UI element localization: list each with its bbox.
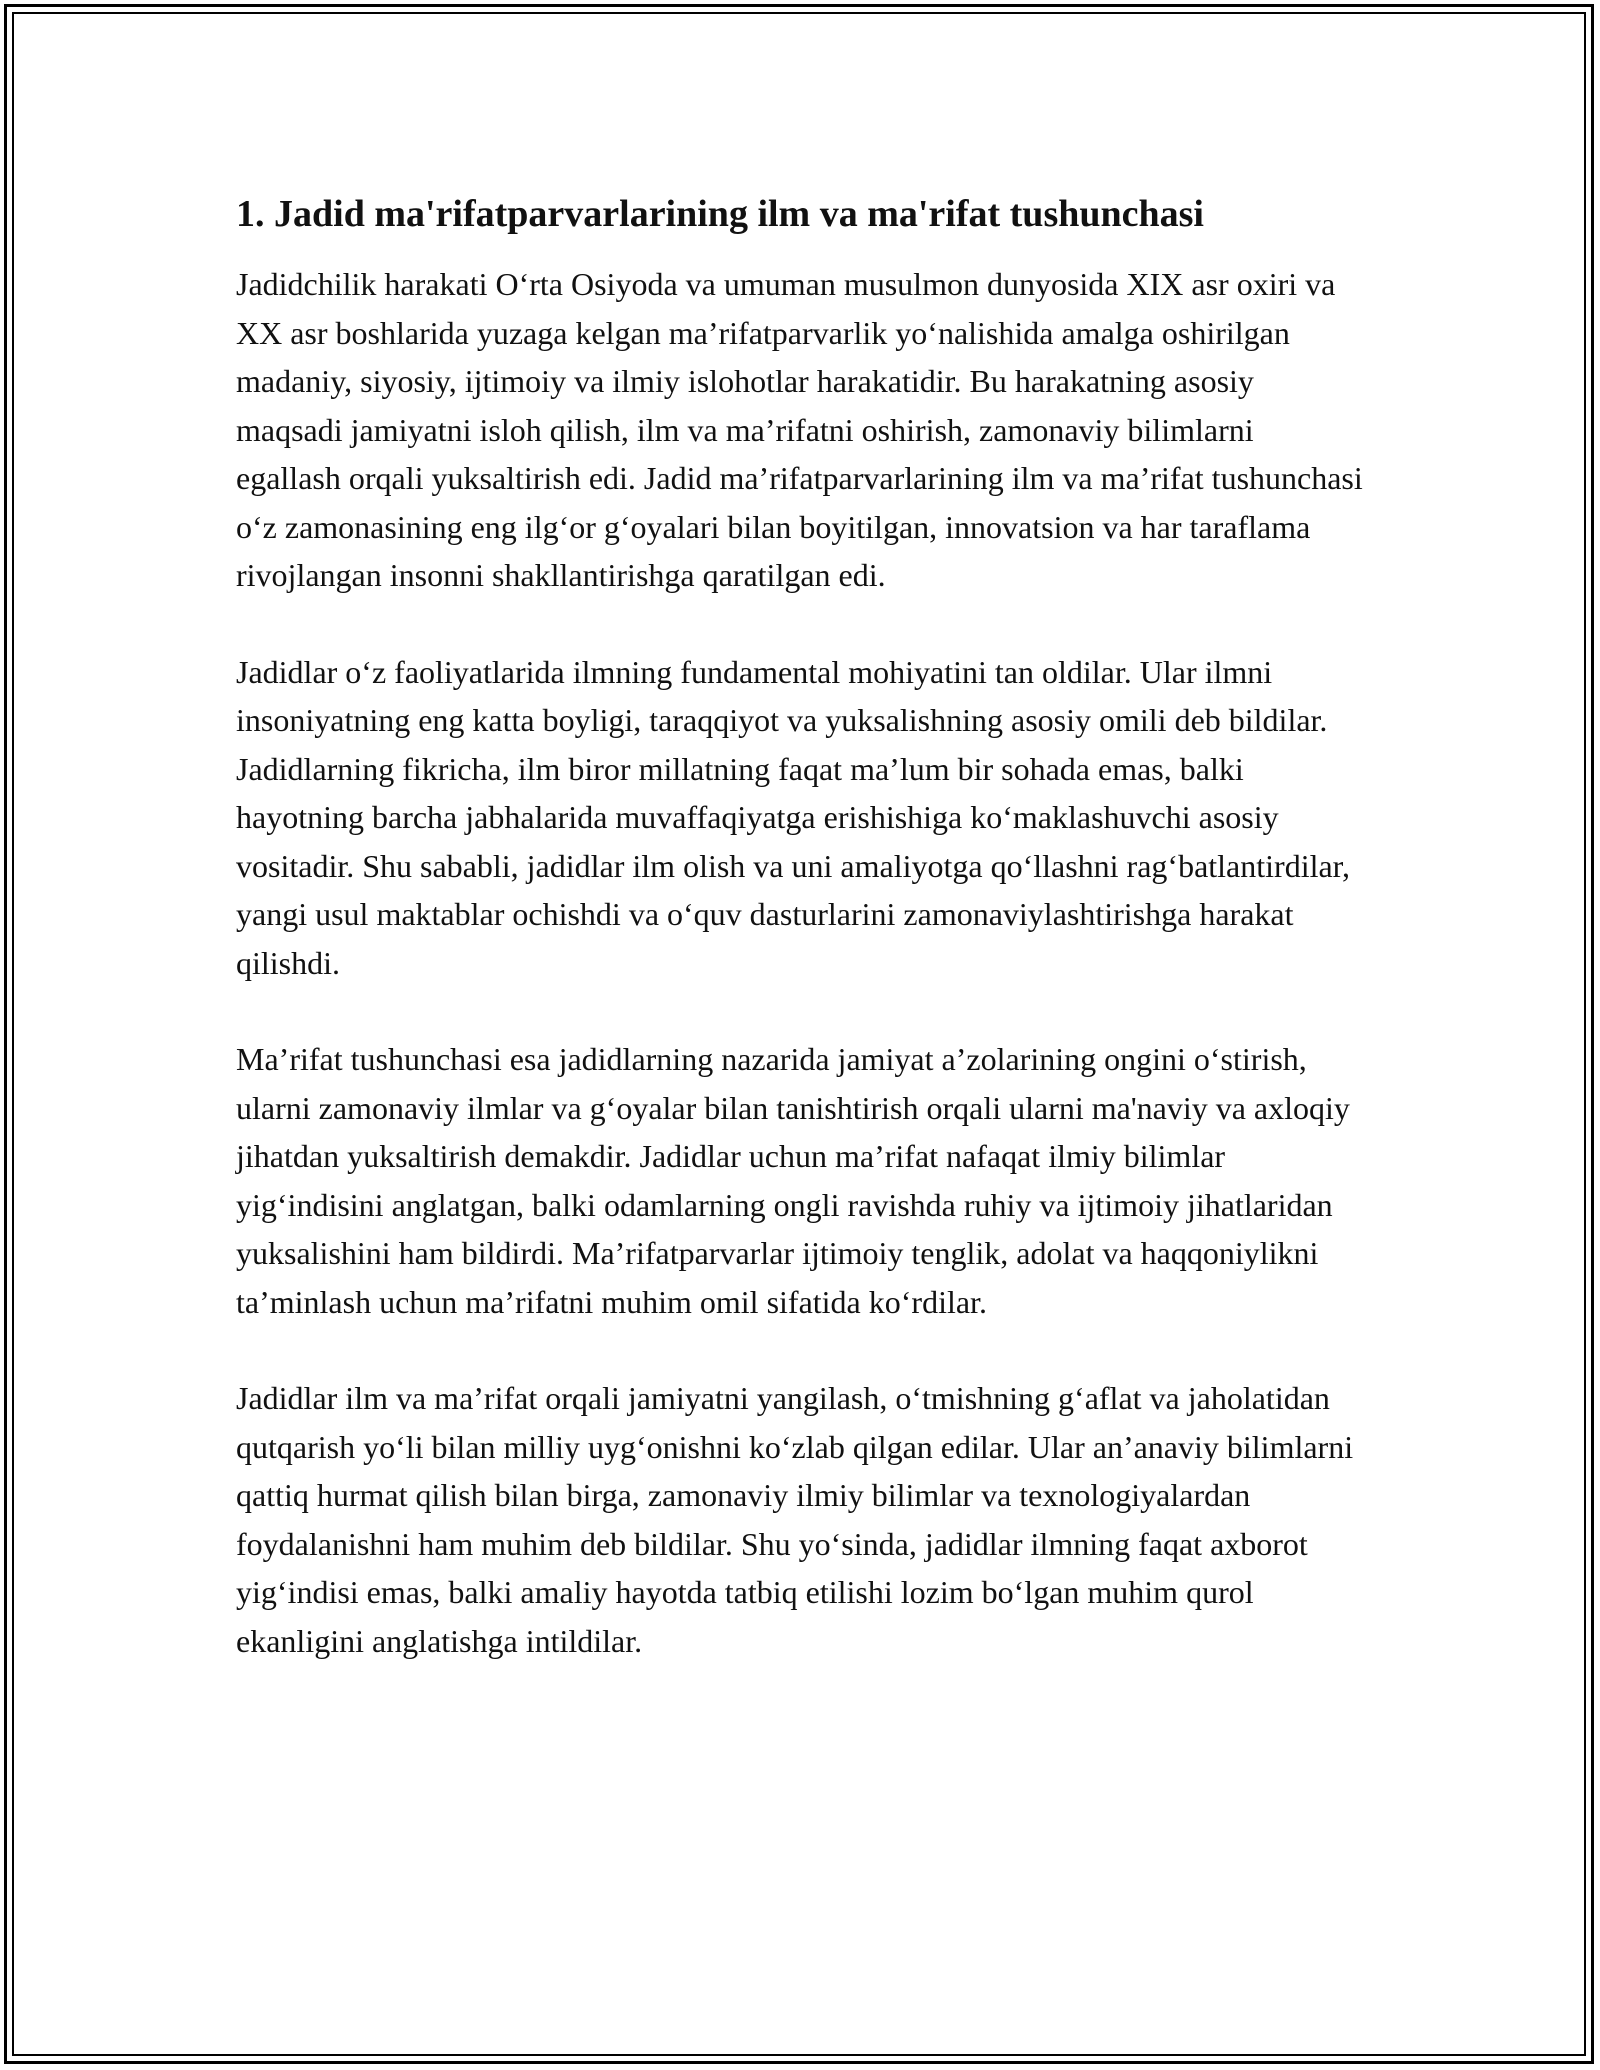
paragraph-1: Jadidchilik harakati O‘rta Osiyoda va umuman musulmon dunyosida XIX asr oxiri va XX asr boshlarida yuzaga kelgan ma’rifatparvarlik yo‘nalishida amalga oshirilgan madaniy, siyosiy, ijtimoiy va ilmiy islohotlar harakatidir. Bu harakatning asosiy maqsadi jamiyatni isloh qilish, ilm va ma’rifatni oshirish, zamonaviy bilimlarni egallash orqali yuksaltirish edi. Jadid ma’rifatparvarlarining ilm va ma’rifat tushunchasi o‘z zamonasining eng ilg‘or g‘oyalari bilan boyitilgan, innovatsion va har taraflama rivojlangan insonni shakllantirishga qaratilgan edi. <box>236 266 1363 593</box>
paragraph-4: Jadidlar ilm va ma’rifat orqali jamiyatni yangilash, o‘tmishning g‘aflat va jaholatidan qutqarish yo‘li bilan milliy uyg‘onishni ko‘zlab qilgan edilar. Ular an’anaviy bilimlarni qattiq hurmat qilish bilan birga, zamonaviy ilmiy bilimlar va texnologiyalardan foydalanishni ham muhim deb bildilar. Shu yo‘sinda, jadidlar ilmning faqat axborot yig‘indisi emas, balki amaliy hayotda tatbiq etilishi lozim bo‘lgan muhim qurol ekanligini anglatishga intildilar. <box>236 1380 1354 1659</box>
document-body <box>236 188 1366 1713</box>
paragraph-2: Jadidlar o‘z faoliyatlarida ilmning fundamental mohiyatini tan oldilar. Ular ilmni insoniyatning eng katta boyligi, taraqqiyot va yuksalishning asosiy omili deb bildilar. Jadidlarning fikricha, ilm biror millatning faqat ma’lum bir sohada emas, balki hayotning barcha jabhalarida muvaffaqiyatga erishishiga ko‘maklashuvchi asosiy vositadir. Shu sababli, jadidlar ilm olish va uni amaliyotga qo‘llashni rag‘batlantirdilar, yangi usul maktablar ochishdi va o‘quv dasturlarini zamonaviylashtirishga harakat qilishdi. <box>236 653 1351 981</box>
section-heading: 1. Jadid ma'rifatparvarlarining ilm va ma'rifat tushunchasi <box>236 193 1204 235</box>
paragraph-3: Ma’rifat tushunchasi esa jadidlarning nazarida jamiyat a’zolarining ongini o‘stirish, ularni zamonaviy ilmlar va g‘oyalar bilan tanishtirish orqali ularni ma'naviy va axloqiy jihatdan yuksaltirish demakdir. Jadidlar uchun ma’rifat nafaqat ilmiy bilimlar yig‘indisini anglatgan, balki odamlarning ongli ravishda ruhiy va ijtimoiy jihatlaridan yuksalishini ham bildirdi. Ma’rifatparvarlar ijtimoiy tenglik, adolat va haqqoniylikni ta’minlash uchun ma’rifatni muhim omil sifatida ko‘rdilar. <box>236 1041 1350 1320</box>
